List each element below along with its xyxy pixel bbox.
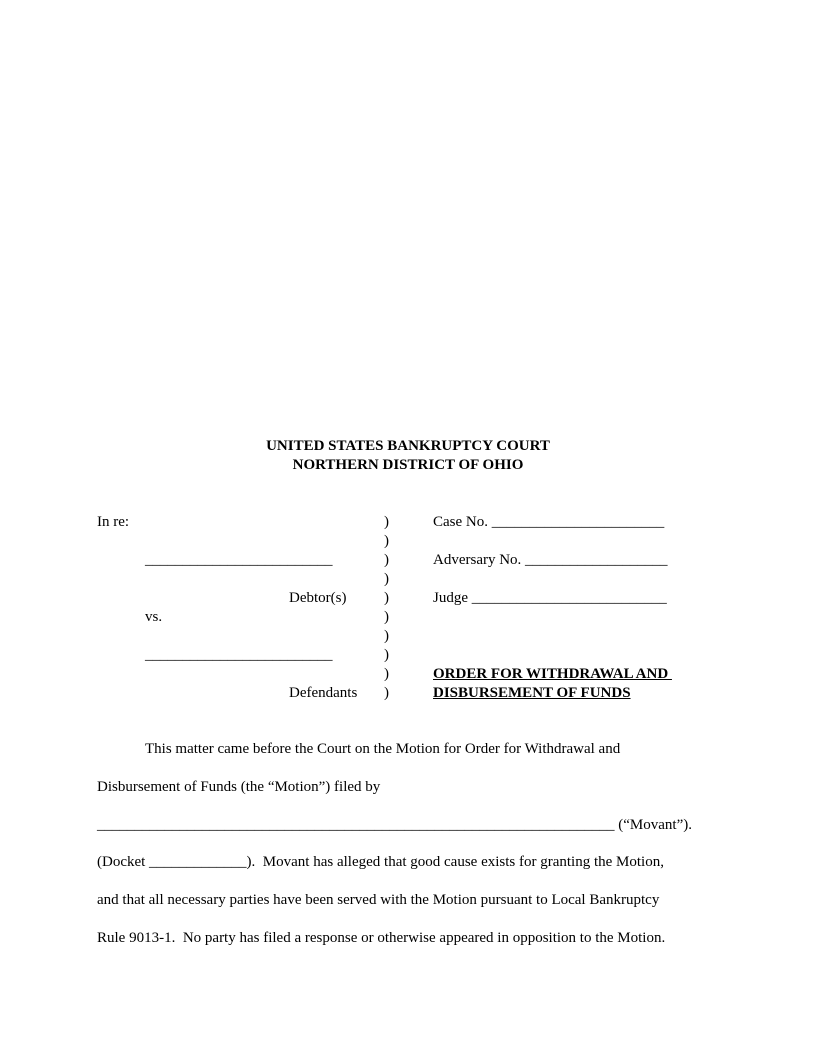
- caption-paren: ): [384, 533, 389, 549]
- body-line: This matter came before the Court on the Motion for Order for Withdrawal and: [145, 741, 621, 757]
- caption-paren: ): [384, 552, 389, 568]
- case-number-field: Case No. _______________________: [433, 514, 665, 530]
- defendants-label: Defendants: [289, 685, 358, 701]
- debtor-name-blank: _________________________: [145, 552, 333, 568]
- caption-paren: ): [384, 685, 389, 701]
- caption-paren: ): [384, 609, 389, 625]
- caption-paren: ): [384, 666, 389, 682]
- vs-label: vs.: [145, 609, 163, 625]
- in-re-label: In re:: [97, 514, 130, 530]
- body-line: and that all necessary parties have been served with the Motion pursuant to Local Bankruptcy: [97, 892, 660, 908]
- body-line: Disbursement of Funds (the “Motion”) filed by: [97, 779, 381, 795]
- order-title-line1: ORDER FOR WITHDRAWAL AND: [433, 666, 672, 682]
- court-district: NORTHERN DISTRICT OF OHIO: [292, 457, 524, 473]
- body-line: (Docket _____________). Movant has alleged that good cause exists for granting the Motion,: [97, 854, 664, 870]
- court-name: UNITED STATES BANKRUPTCY COURT: [266, 438, 550, 454]
- debtor-label: Debtor(s): [289, 590, 347, 606]
- caption-paren: ): [384, 628, 389, 644]
- caption-paren: ): [384, 571, 389, 587]
- order-title-line2: DISBURSEMENT OF FUNDS: [433, 685, 631, 701]
- caption-paren: ): [384, 647, 389, 663]
- caption-paren: ): [384, 590, 389, 606]
- caption-paren: ): [384, 514, 389, 530]
- judge-field: Judge __________________________: [433, 590, 667, 606]
- body-line: Rule 9013-1. No party has filed a response or otherwise appeared in opposition to the Motion.: [97, 930, 666, 946]
- movant-line: _____________________________________________________________________ (“Movant”).: [97, 817, 692, 833]
- adversary-number-field: Adversary No. ___________________: [433, 552, 668, 568]
- defendant-name-blank: _________________________: [145, 647, 333, 663]
